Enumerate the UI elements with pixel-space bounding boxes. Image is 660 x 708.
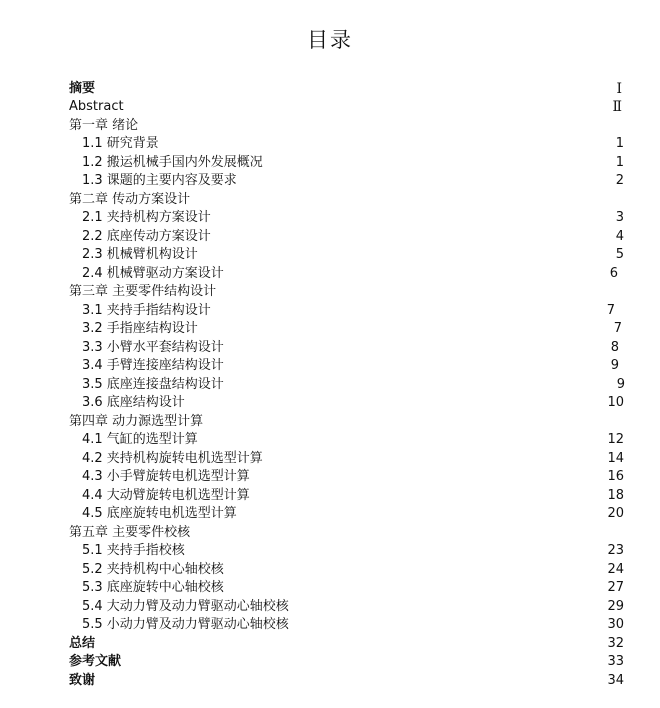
toc-section[interactable] — [69, 579, 629, 597]
page-title: 目录 — [307, 28, 353, 52]
toc-entry-label: 第三章 主要零件结构设计 — [69, 284, 217, 299]
toc-section[interactable] — [69, 450, 629, 468]
toc-entry-page: Ⅱ — [612, 99, 622, 115]
toc-section[interactable] — [69, 228, 629, 246]
toc-entry-label: 2.1 夹持机构方案设计 — [82, 210, 211, 225]
toc-section[interactable] — [69, 135, 629, 153]
toc-section[interactable] — [69, 598, 629, 616]
toc-entry-page: 1 — [615, 155, 624, 170]
toc-section[interactable] — [69, 542, 629, 560]
toc-section[interactable] — [69, 209, 629, 227]
toc-entry-label: 5.2 夹持机构中心轴校核 — [82, 562, 224, 577]
toc-entry-page: 4 — [615, 229, 624, 244]
toc-section[interactable] — [69, 320, 629, 338]
toc-section[interactable] — [69, 172, 629, 190]
toc-entry-label: 摘要 — [69, 81, 96, 96]
toc-entry-label: 5.3 底座旋转中心轴校核 — [82, 580, 224, 595]
toc-chapter-2[interactable] — [69, 191, 629, 209]
toc-entry-page: 23 — [607, 543, 624, 558]
toc-section[interactable] — [69, 468, 629, 486]
toc-entry-label: 4.1 气缸的选型计算 — [82, 432, 198, 447]
toc-entry-label: 5.1 夹持手指校核 — [82, 543, 185, 558]
toc-section[interactable] — [69, 616, 629, 634]
toc-entry-summary[interactable] — [69, 635, 629, 653]
toc-entry-label: 2.2 底座传动方案设计 — [82, 229, 211, 244]
toc-entry-label: 5.4 大动力臂及动力臂驱动心轴校核 — [82, 599, 289, 614]
toc-section[interactable] — [69, 357, 629, 375]
toc-chapter-5[interactable] — [69, 524, 629, 542]
toc-section[interactable] — [69, 265, 629, 283]
toc-section[interactable] — [69, 302, 629, 320]
toc-entry-label: 1.1 研究背景 — [82, 136, 159, 151]
toc-chapter-3[interactable] — [69, 283, 629, 301]
toc-section[interactable] — [69, 561, 629, 579]
toc-entry-page: 16 — [607, 469, 624, 484]
toc-entry-page: 24 — [607, 562, 624, 577]
toc-entry-acknowledgements[interactable] — [69, 672, 629, 690]
toc-section[interactable] — [69, 431, 629, 449]
toc-entry-label: 1.3 课题的主要内容及要求 — [82, 173, 237, 188]
toc-entry-label: 4.3 小手臂旋转电机选型计算 — [82, 469, 250, 484]
toc-entry-label: Abstract — [69, 99, 124, 114]
toc-entry-label: 参考文献 — [69, 654, 122, 669]
toc-section[interactable] — [69, 394, 629, 412]
toc-entry-label: 4.5 底座旋转电机选型计算 — [82, 506, 237, 521]
toc-entry-page: Ⅰ — [616, 81, 622, 97]
toc-section[interactable] — [69, 487, 629, 505]
toc-entry-page: 7 — [613, 321, 622, 336]
toc-entry-page: 10 — [607, 395, 624, 410]
toc-entry-page: 34 — [607, 673, 624, 688]
toc-entry-page: 14 — [607, 451, 624, 466]
toc-entry-label: 2.3 机械臂机构设计 — [82, 247, 198, 262]
toc-entry-label: 3.2 手指座结构设计 — [82, 321, 198, 336]
toc-section[interactable] — [69, 154, 629, 172]
toc-entry-page: 12 — [607, 432, 624, 447]
toc-entry-label: 总结 — [69, 636, 96, 651]
toc-entry-page: 7 — [606, 303, 615, 318]
toc-entry-label: 4.4 大动臂旋转电机选型计算 — [82, 488, 250, 503]
toc-entry-label: 3.4 手臂连接座结构设计 — [82, 358, 224, 373]
toc-entry-page: 9 — [610, 358, 619, 373]
toc-entry-page: 6 — [609, 266, 618, 281]
toc-section[interactable] — [69, 246, 629, 264]
toc-entry-label: 第二章 传动方案设计 — [69, 192, 191, 207]
toc-entry-page: 32 — [607, 636, 624, 651]
toc-section[interactable] — [69, 376, 629, 394]
toc-section[interactable] — [69, 505, 629, 523]
toc-section[interactable] — [69, 339, 629, 357]
toc-entry-label: 1.2 搬运机械手国内外发展概况 — [82, 155, 263, 170]
toc-entry-page: 30 — [607, 617, 624, 632]
toc-entry-abstract-en[interactable] — [69, 98, 629, 116]
toc-entry-page: 29 — [607, 599, 624, 614]
toc-entry-label: 5.5 小动力臂及动力臂驱动心轴校核 — [82, 617, 289, 632]
toc-entry-page: 5 — [615, 247, 624, 262]
toc-chapter-4[interactable] — [69, 413, 629, 431]
toc-entry-label: 3.3 小臂水平套结构设计 — [82, 340, 224, 355]
toc-entry-page: 33 — [607, 654, 624, 669]
toc-entry-abstract-cn[interactable] — [69, 80, 629, 98]
toc-entry-label: 4.2 夹持机构旋转电机选型计算 — [82, 451, 263, 466]
toc-entry-label: 致谢 — [69, 673, 96, 688]
toc-entry-label: 第一章 绪论 — [69, 118, 139, 133]
toc-entry-page: 20 — [607, 506, 624, 521]
toc-entry-page: 3 — [615, 210, 624, 225]
toc-entry-label: 第四章 动力源选型计算 — [69, 414, 204, 429]
toc-entry-page: 27 — [607, 580, 624, 595]
toc-entry-page: 9 — [616, 377, 625, 392]
toc-entry-page: 2 — [615, 173, 624, 188]
toc-entry-label: 3.6 底座结构设计 — [82, 395, 185, 410]
toc-entry-label: 2.4 机械臂驱动方案设计 — [82, 266, 224, 281]
toc-entry-page: 18 — [607, 488, 624, 503]
toc-entry-page: 8 — [610, 340, 619, 355]
toc-entry-references[interactable] — [69, 653, 629, 671]
toc-chapter-1[interactable] — [69, 117, 629, 135]
toc-entry-page: 1 — [615, 136, 624, 151]
toc-entry-label: 3.5 底座连接盘结构设计 — [82, 377, 224, 392]
toc-entry-label: 第五章 主要零件校核 — [69, 525, 191, 540]
toc-entry-label: 3.1 夹持手指结构设计 — [82, 303, 211, 318]
